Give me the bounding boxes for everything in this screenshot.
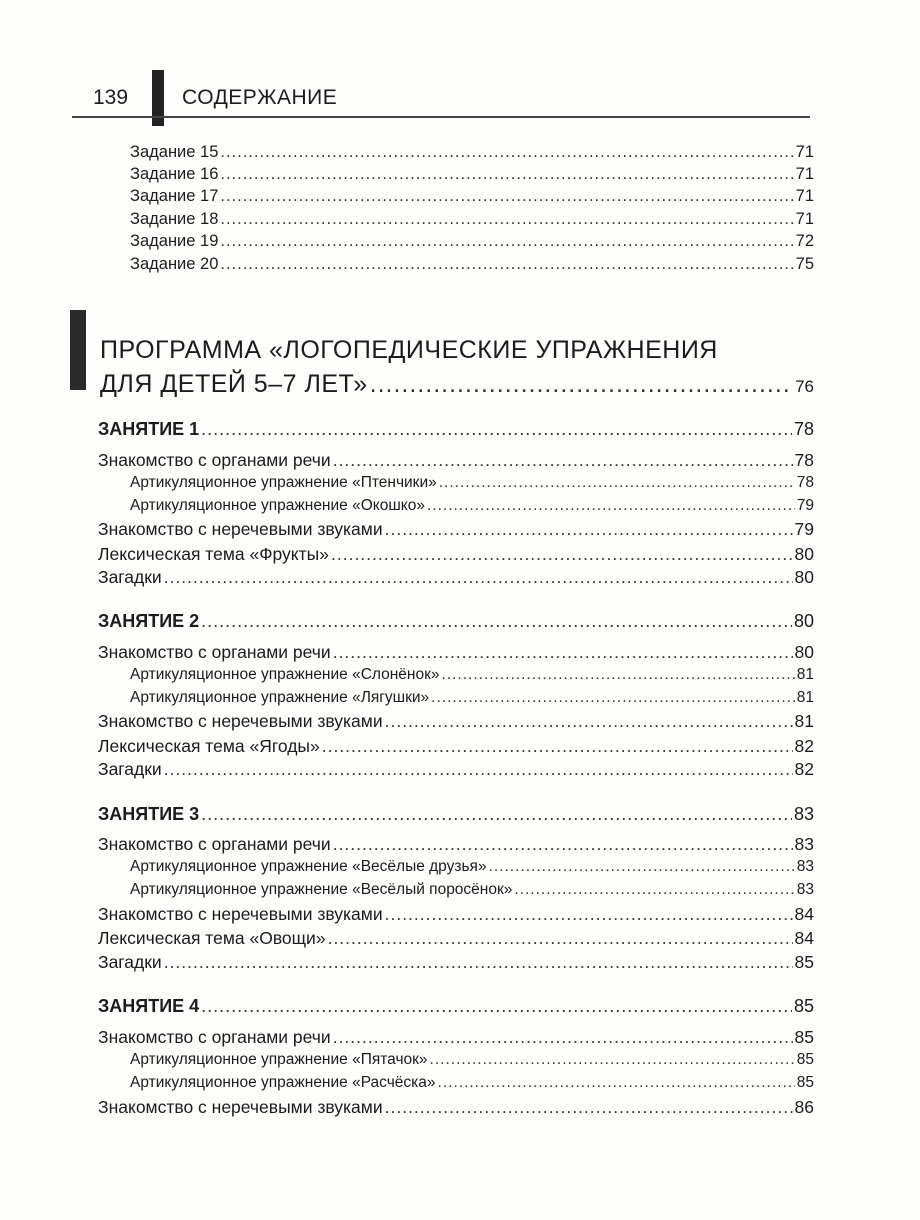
- toc-section-entry: [98, 711, 814, 734]
- toc-entry-page: 80: [794, 544, 814, 564]
- toc-subsection-entry: [130, 881, 814, 902]
- toc-section-entry: [98, 736, 814, 759]
- leader-dots: [439, 474, 795, 492]
- leader-dots: [385, 519, 793, 540]
- toc-entry-title: Задание 19: [130, 232, 219, 250]
- toc-section-entry: [98, 834, 814, 857]
- page-number: 139: [93, 86, 129, 109]
- leader-dots: [385, 904, 793, 925]
- leader-dots: [220, 232, 793, 251]
- page-header: [0, 0, 920, 130]
- toc-entry-page: 72: [795, 232, 814, 250]
- program-title-text: ДЛЯ ДЕТЕЙ 5–7 ЛЕТ»: [100, 370, 368, 398]
- toc-entry-page: 78: [794, 450, 814, 470]
- toc-entry-title: Артикуляционное упражнение «Весёлые друзья»: [130, 858, 487, 875]
- leader-dots: [201, 996, 792, 1017]
- leader-dots: [431, 689, 795, 707]
- toc-entry-title: Знакомство с неречевыми звуками: [98, 519, 383, 539]
- toc-entry-title: Лексическая тема «Фрукты»: [98, 544, 329, 564]
- leader-dots: [322, 736, 793, 757]
- lesson-title: ЗАНЯТИЕ 2: [98, 611, 200, 631]
- toc-entry-page: 86: [794, 1097, 814, 1117]
- toc-lesson-heading: [98, 419, 814, 443]
- toc-subsection-entry: [130, 689, 814, 710]
- toc-entry-page: 81: [794, 711, 814, 731]
- toc-entry-page: 79: [796, 497, 814, 514]
- toc-entry-page: 84: [794, 928, 814, 948]
- leader-dots: [438, 1074, 795, 1092]
- toc-subsection-entry: [130, 1051, 814, 1072]
- leader-dots: [333, 450, 793, 471]
- program-marker-bar: [70, 310, 86, 390]
- toc-entry-page: 71: [795, 143, 814, 161]
- toc-entry-page: 79: [794, 519, 814, 539]
- toc-task-entry: [130, 232, 814, 254]
- toc-entry-page: 78: [796, 474, 814, 491]
- toc-entry-page: 75: [795, 255, 814, 273]
- toc-section-entry: [98, 928, 814, 951]
- leader-dots: [220, 255, 793, 274]
- toc-section-entry: [98, 544, 814, 567]
- leader-dots: [164, 759, 793, 780]
- toc-entry-title: Загадки: [98, 759, 162, 779]
- toc-entry-title: Знакомство с неречевыми звуками: [98, 711, 383, 731]
- toc-lesson-heading: [98, 611, 814, 635]
- toc-section-entry: [98, 759, 814, 782]
- leader-dots: [331, 544, 793, 565]
- toc-entry-title: Знакомство с органами речи: [98, 642, 331, 662]
- toc-entry-title: Загадки: [98, 567, 162, 587]
- toc-entry-page: 80: [794, 642, 814, 662]
- toc-entry-title: Задание 15: [130, 143, 219, 161]
- toc-entry-page: 71: [795, 165, 814, 183]
- toc-entry-title: Артикуляционное упражнение «Слонёнок»: [130, 666, 440, 683]
- leader-dots: [427, 497, 795, 515]
- toc-subsection-entry: [130, 474, 814, 495]
- lesson-title: ЗАНЯТИЕ 4: [98, 996, 200, 1016]
- toc-task-entry: [130, 255, 814, 277]
- toc-task-entry: [130, 210, 814, 232]
- toc-entry-title: Задание 17: [130, 187, 219, 205]
- lesson-page: 80: [793, 611, 814, 631]
- leader-dots: [201, 419, 792, 440]
- header-title: СОДЕРЖАНИЕ: [182, 86, 338, 109]
- toc-subsection-entry: [130, 858, 814, 879]
- toc-entry-page: 83: [794, 834, 814, 854]
- program-page: 76: [795, 377, 814, 396]
- toc-section-entry: [98, 904, 814, 927]
- toc-entry-title: Артикуляционное упражнение «Окошко»: [130, 497, 425, 514]
- toc-task-entry: [130, 187, 814, 209]
- toc-lesson-heading: [98, 996, 814, 1020]
- leader-dots: [333, 1027, 793, 1048]
- toc-entry-title: Артикуляционное упражнение «Пятачок»: [130, 1051, 428, 1068]
- toc-entry-title: Задание 20: [130, 255, 219, 273]
- toc-entry-title: Лексическая тема «Овощи»: [98, 928, 326, 948]
- toc-entry-page: 83: [796, 858, 814, 875]
- leader-dots: [489, 858, 795, 876]
- leader-dots: [430, 1051, 795, 1069]
- toc-entry-title: Знакомство с неречевыми звуками: [98, 904, 383, 924]
- toc-section-entry: [98, 1027, 814, 1050]
- toc-entry-page: 85: [794, 952, 814, 972]
- toc-entry-page: 83: [796, 881, 814, 898]
- lesson-page: 83: [793, 804, 814, 824]
- toc-entry-page: 85: [796, 1074, 814, 1091]
- toc-entry-page: 71: [795, 210, 814, 228]
- toc-subsection-entry: [130, 666, 814, 687]
- toc-entry-page: 81: [796, 666, 814, 683]
- leader-dots: [201, 804, 792, 825]
- leader-dots: [164, 952, 793, 973]
- toc-subsection-entry: [130, 1074, 814, 1095]
- toc-entry-page: 71: [795, 187, 814, 205]
- leader-dots: [442, 666, 795, 684]
- leader-dots: [385, 711, 793, 732]
- leader-dots: [370, 370, 793, 399]
- leader-dots: [220, 187, 793, 206]
- toc-entry-page: 81: [796, 689, 814, 706]
- leader-dots: [328, 928, 793, 949]
- leader-dots: [333, 642, 793, 663]
- toc-entry-title: Артикуляционное упражнение «Весёлый поросёнок»: [130, 881, 513, 898]
- toc-section-entry: [98, 519, 814, 542]
- toc-section-entry: [98, 1097, 814, 1120]
- toc-task-entry: [130, 143, 814, 165]
- leader-dots: [201, 611, 792, 632]
- toc-section-entry: [98, 567, 814, 590]
- toc-section-entry: [98, 642, 814, 665]
- toc-subsection-entry: [130, 497, 814, 518]
- toc-entry-title: Артикуляционное упражнение «Птенчики»: [130, 474, 437, 491]
- toc-entry-title: Знакомство с органами речи: [98, 834, 331, 854]
- leader-dots: [385, 1097, 793, 1118]
- toc-entry-page: 85: [796, 1051, 814, 1068]
- leader-dots: [514, 881, 794, 899]
- lesson-title: ЗАНЯТИЕ 1: [98, 419, 200, 439]
- leader-dots: [220, 210, 793, 229]
- leader-dots: [333, 834, 793, 855]
- toc-lesson-heading: [98, 804, 814, 828]
- toc-entry-title: Задание 18: [130, 210, 219, 228]
- toc-entry-page: 80: [794, 567, 814, 587]
- toc-entry-title: Артикуляционное упражнение «Расчёска»: [130, 1074, 436, 1091]
- header-rule: [72, 116, 810, 118]
- toc-entry-title: Загадки: [98, 952, 162, 972]
- toc-entry-title: Знакомство с органами речи: [98, 1027, 331, 1047]
- toc-entry-page: 85: [794, 1027, 814, 1047]
- toc-entry-title: Знакомство с органами речи: [98, 450, 331, 470]
- leader-dots: [220, 165, 793, 184]
- leader-dots: [220, 143, 793, 162]
- toc-entry-title: Задание 16: [130, 165, 219, 183]
- lesson-page: 78: [793, 419, 814, 439]
- program-title-line1: ПРОГРАММА «ЛОГОПЕДИЧЕСКИЕ УПРАЖНЕНИЯ: [100, 336, 718, 364]
- lesson-page: 85: [793, 996, 814, 1016]
- toc-entry-page: 82: [794, 736, 814, 756]
- program-title-line2: [100, 370, 814, 402]
- toc-section-entry: [98, 952, 814, 975]
- toc-section-entry: [98, 450, 814, 473]
- toc-task-entry: [130, 165, 814, 187]
- toc-entry-page: 82: [794, 759, 814, 779]
- toc-entry-title: Лексическая тема «Ягоды»: [98, 736, 320, 756]
- lesson-title: ЗАНЯТИЕ 3: [98, 804, 200, 824]
- toc-entry-title: Артикуляционное упражнение «Лягушки»: [130, 689, 430, 706]
- toc-entry-title: Знакомство с неречевыми звуками: [98, 1097, 383, 1117]
- leader-dots: [164, 567, 793, 588]
- toc-entry-page: 84: [794, 904, 814, 924]
